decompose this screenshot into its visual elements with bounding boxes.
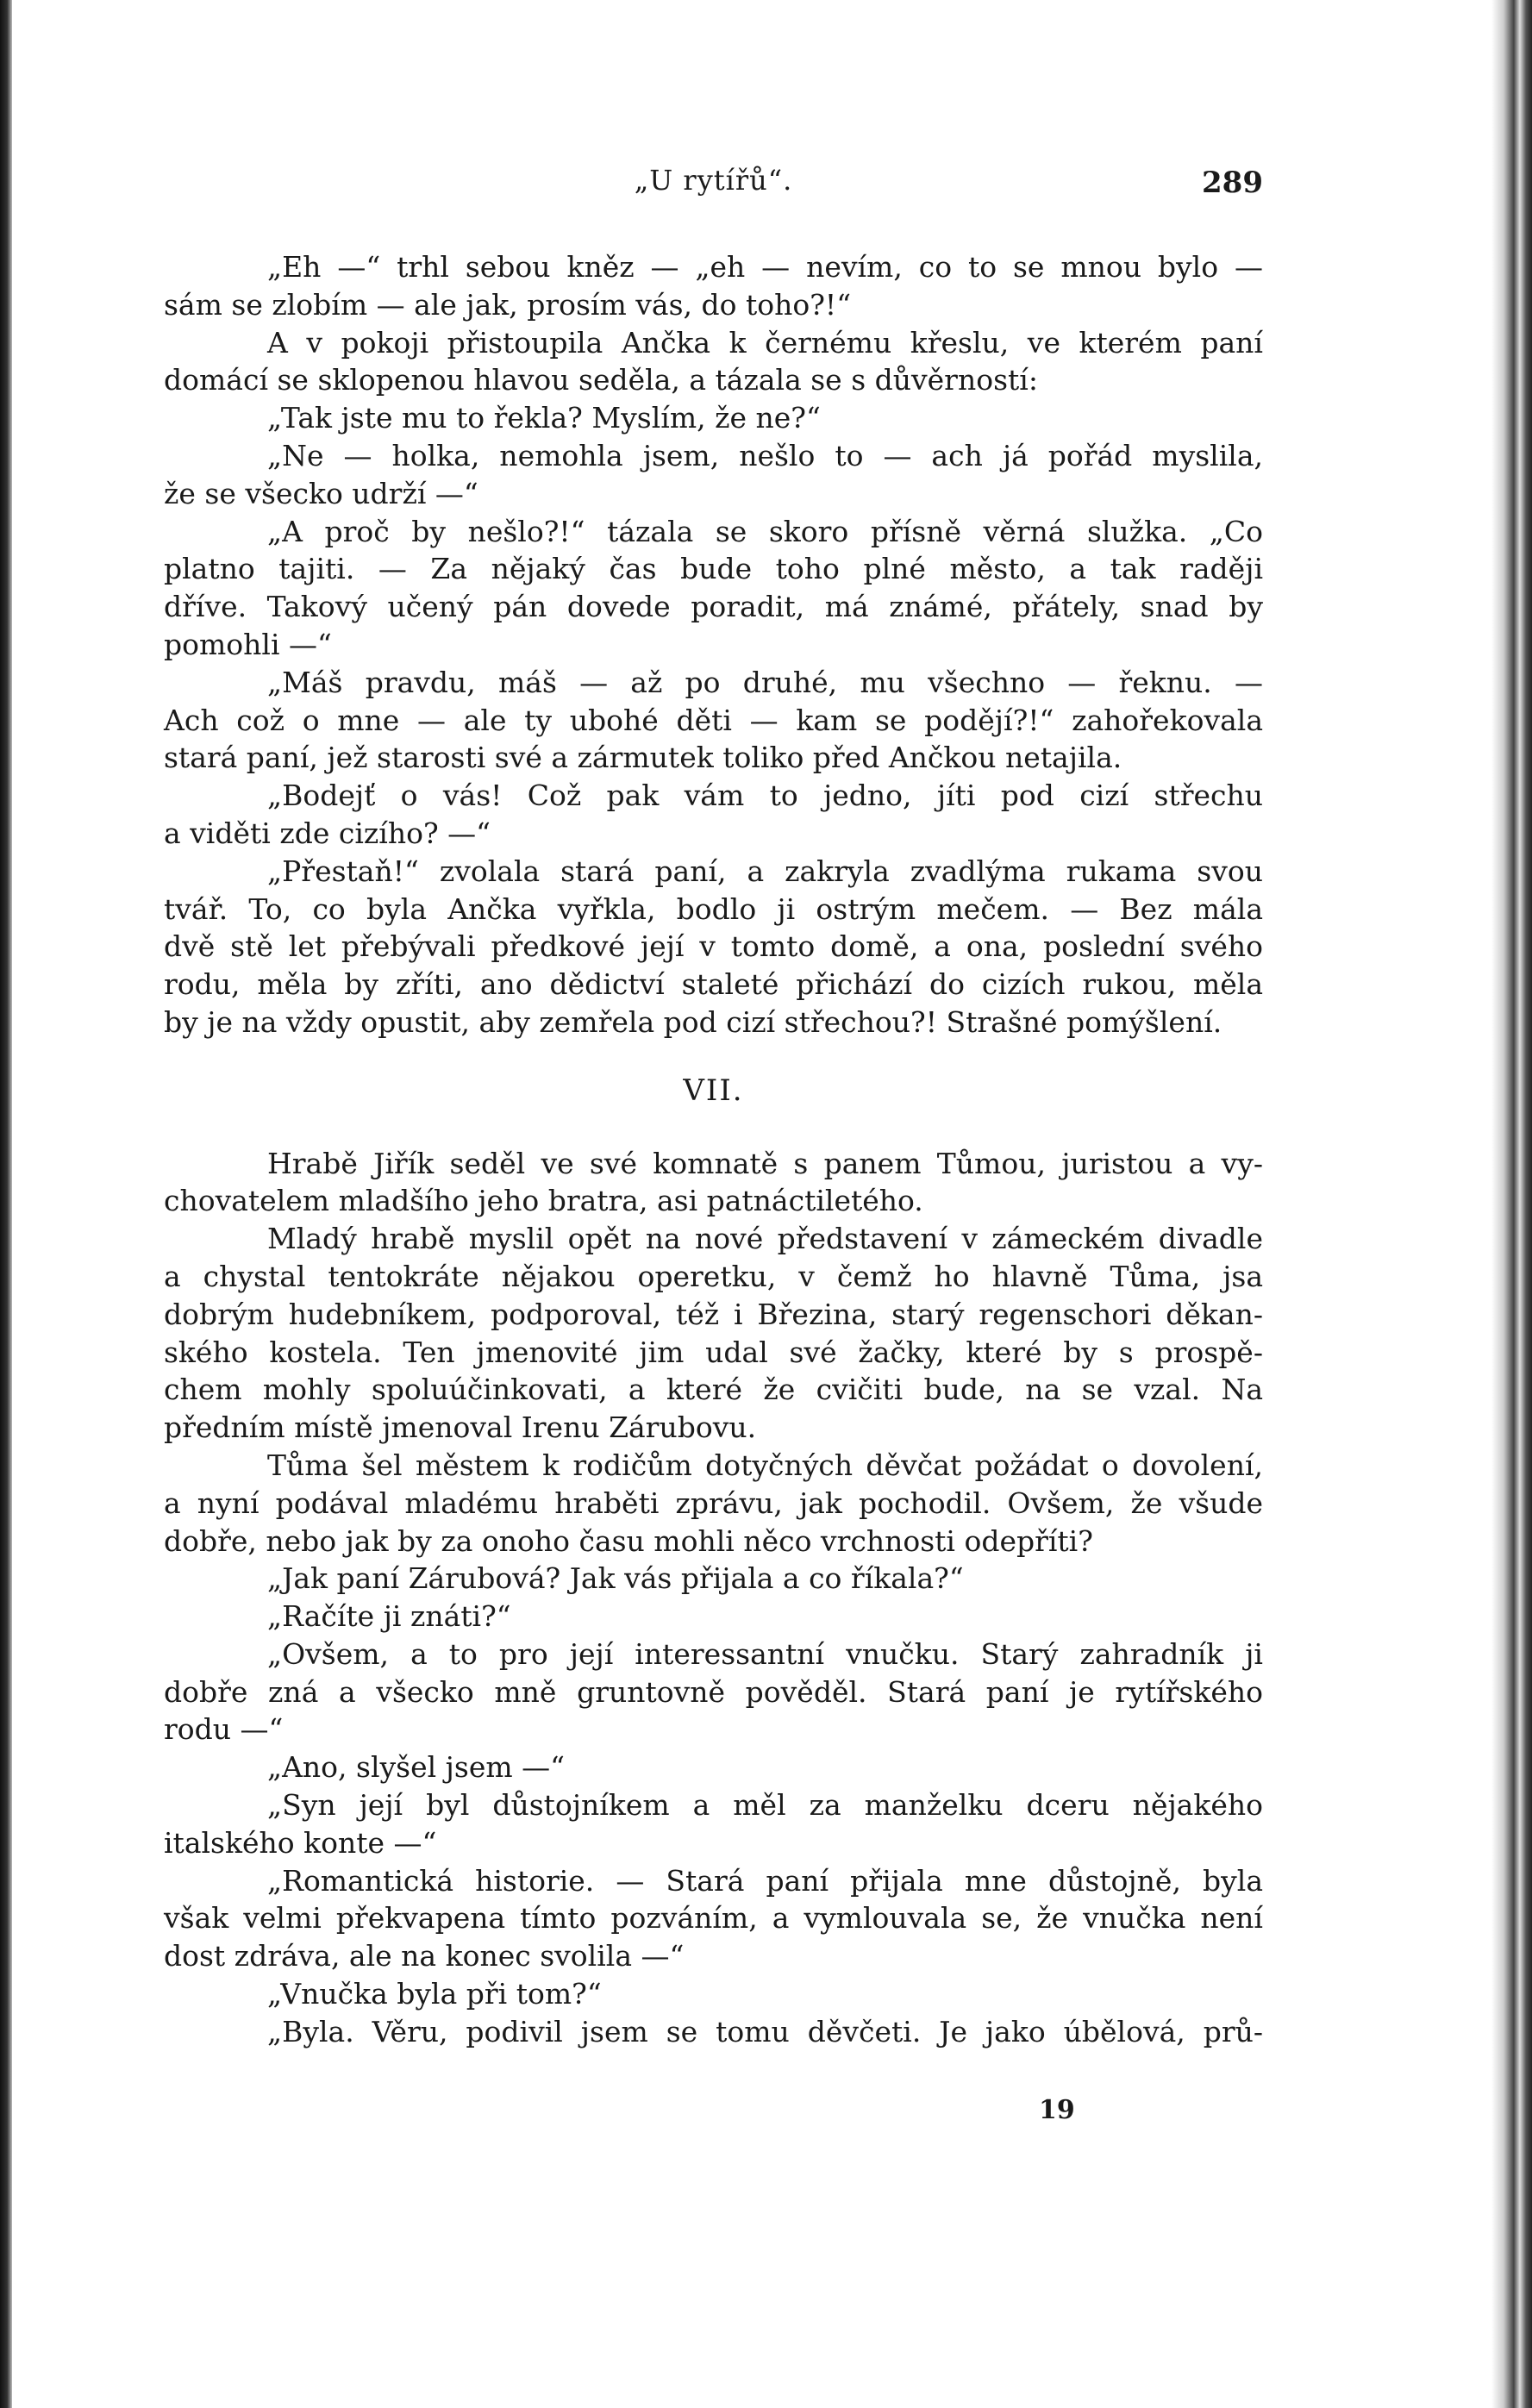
text-line: dobrým hudebníkem, podporoval, též i Březina, starý regenschori děkan-: [164, 1297, 1263, 1331]
text-line: dvě stě let přebývali předkové její v tomto domě, a ona, poslední svého: [164, 929, 1263, 964]
text-line: předním místě jmenoval Irenu Zárubovu.: [164, 1410, 757, 1445]
running-title: „U rytířů“.: [634, 164, 793, 197]
text-line: „A proč by nešlo?!“ tázala se skoro přísně věrná služka. „Co: [267, 514, 1263, 548]
text-line: italského konte —“: [164, 1825, 437, 1860]
text-line: chovatelem mladšího jeho bratra, asi patnáctiletého.: [164, 1184, 923, 1218]
text-line: „Ne — holka, nemohla jsem, nešlo to — ach já pořád myslila,: [267, 438, 1263, 472]
page-number: 289: [1202, 166, 1263, 200]
text-line: Ach což o mne — ale ty ubohé děti — kam se podějí?!“ zahořekovala: [164, 703, 1263, 737]
text-line: že se všecko udrží —“: [164, 476, 478, 510]
section-1: [164, 248, 1263, 1041]
signature-mark: 19: [1039, 2095, 1075, 2125]
text-line: „Romantická historie. — Stará paní přijala mne důstojně, byla: [267, 1863, 1263, 1898]
text-line: dříve. Takový učený pán dovede poradit, má známé, přátely, snad by: [164, 590, 1263, 624]
text-line: „Bodejť o vás! Což pak vám to jedno, jíti pod cizí střechu: [267, 779, 1263, 813]
text-line: „Ano, slyšel jsem —“: [267, 1750, 566, 1785]
text-line: dost zdráva, ale na konec svolila —“: [164, 1939, 685, 1973]
text-line: a chystal tentokráte nějakou operetku, v čemž ho hlavně Tůma, jsa: [164, 1259, 1263, 1293]
text-line: „Syn její byl důstojníkem a měl za manželku dceru nějakého: [267, 1788, 1263, 1823]
page-text: [164, 164, 1263, 2051]
scan-edge-left: [0, 0, 12, 2408]
text-line: „Byla. Věru, podivil jsem se tomu děvčeti. Je jako úbělová, prů-: [267, 2014, 1263, 2048]
text-line: Mladý hrabě myslil opět na nové představení v zámeckém divadle: [267, 1222, 1263, 1256]
text-line: by je na vždy opustit, aby zemřela pod cizí střechou?! Strašné pomýšlení.: [164, 1004, 1222, 1039]
text-line: a viděti zde cizího? —“: [164, 816, 491, 850]
text-line: „Eh —“ trhl sebou kněz — „eh — nevím, co to se mnou bylo —: [267, 250, 1263, 284]
page-header: [164, 164, 1263, 212]
text-line: „Tak jste mu to řekla? Myslím, že ne?“: [267, 401, 821, 435]
text-line: Hrabě Jiřík seděl ve své komnatě s panem Tůmou, juristou a vy-: [267, 1146, 1263, 1180]
text-line: dobře, nebo jak by za onoho času mohli něco vrchnosti odepříti?: [164, 1523, 1093, 1558]
text-line: stará paní, jež starosti své a zármutek toliko před Ančkou netajila.: [164, 741, 1122, 775]
text-line: „Vnučka byla při tom?“: [267, 1977, 602, 2011]
text-line: „Račíte ji znáti?“: [267, 1599, 511, 1634]
text-line: pomohli —“: [164, 627, 332, 661]
text-line: platno tajiti. — Za nějaký čas bude toho plné město, a tak raději: [164, 552, 1263, 586]
text-line: rodu —“: [164, 1712, 284, 1747]
text-line: A v pokoji přistoupila Ančka k černému křeslu, ve kterém paní: [267, 325, 1263, 360]
text-line: chem mohly spoluúčinkovati, a které že cvičiti bude, na se vzal. Na: [164, 1373, 1263, 1407]
text-line: „Ovšem, a to pro její interessantní vnučku. Starý zahradník ji: [267, 1636, 1263, 1671]
text-line: „Máš pravdu, máš — až po druhé, mu všechno — řeknu. —: [267, 665, 1263, 699]
text-line: však velmi překvapena tímto pozváním, a vymlouvala se, že vnučka není: [164, 1901, 1263, 1936]
text-line: Tůma šel městem k rodičům dotyčných děvčat požádat o dovolení,: [267, 1448, 1263, 1482]
text-line: a nyní podával mladému hraběti zprávu, jak pochodil. Ovšem, že všude: [164, 1485, 1263, 1520]
text-line: „Přestaň!“ zvolala stará paní, a zakryla zvadlýma rukama svou: [267, 854, 1263, 888]
text-line: tvář. To, co byla Ančka vyřkla, bodlo ji ostrým mečem. — Bez mála: [164, 891, 1263, 926]
text-line: dobře zná a všecko mně gruntovně pověděl. Stará paní je rytířského: [164, 1674, 1263, 1709]
text-line: sám se zlobím — ale jak, prosím vás, do toho?!“: [164, 287, 852, 322]
text-line: „Jak paní Zárubová? Jak vás přijala a co říkala?“: [267, 1561, 964, 1596]
text-line: domácí se sklopenou hlavou seděla, a tázala se s důvěrností:: [164, 363, 1038, 397]
chapter-heading: VII.: [683, 1073, 744, 1108]
text-line: ského kostela. Ten jmenovité jim udal své žačky, které by s prospě-: [164, 1335, 1263, 1369]
scan-edge-right: [1491, 0, 1532, 2408]
section-2: [164, 1145, 1263, 2051]
text-line: rodu, měla by zříti, ano dědictví staleté přichází do cizích rukou, měla: [164, 967, 1263, 1002]
